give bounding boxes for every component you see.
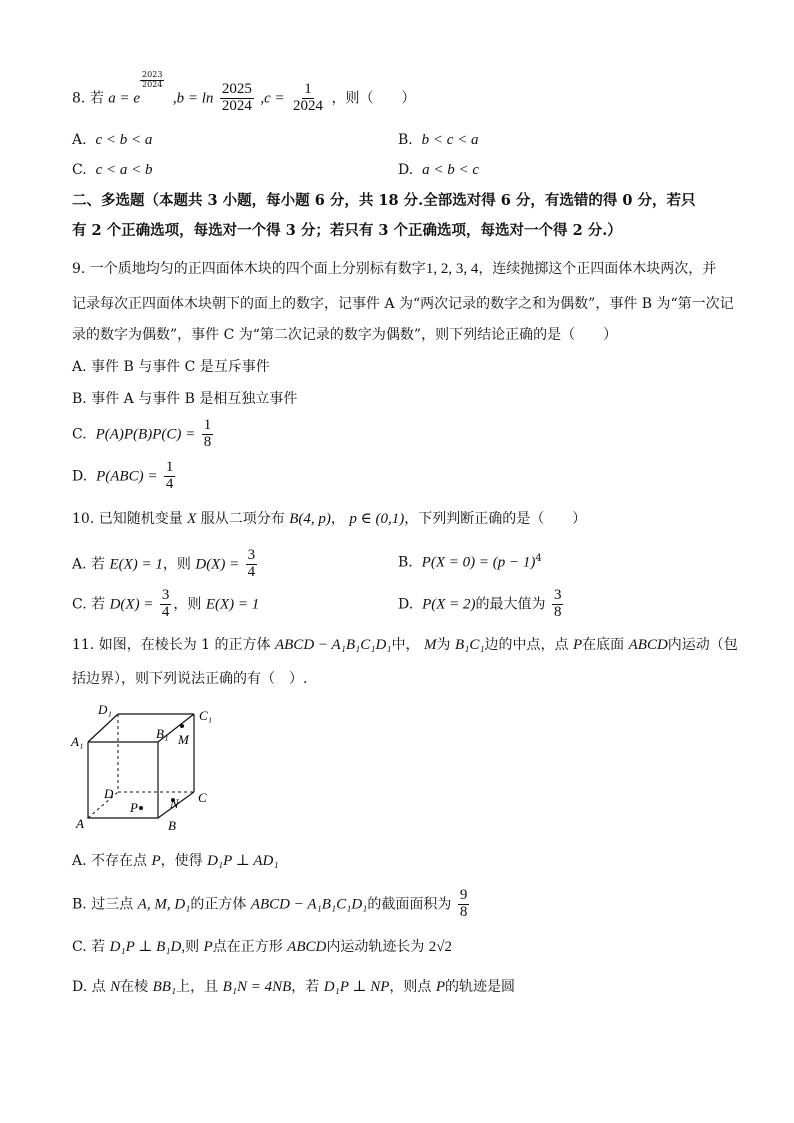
q10-option-a[interactable]: A. 若 E(X) = 1，则 D(X) = $\frac{3}{4}$: [72, 547, 256, 580]
point-p: [139, 806, 143, 810]
label-d1: D₁: [98, 702, 112, 717]
q9-stem-line3: 录的数字为偶数”，事件 C 为“第二次记录的数字为偶数”，则下列结论正确的是（ ）: [72, 327, 618, 343]
q9-option-d[interactable]: D. P(ABC) = $\frac{1}{4}$: [72, 459, 174, 492]
q9-option-b[interactable]: B. 事件 A 与事件 B 是相互独立事件: [72, 391, 298, 407]
label-m: M: [178, 732, 189, 747]
label-c1: C₁: [199, 708, 213, 723]
cube-hidden-edge: [88, 792, 118, 818]
q11-option-d[interactable]: D. 点 N在棱 BB₁上，且 B₁N = 4NB，若 D₁P ⊥ NP，则点 P的轨迹是圆: [72, 979, 516, 995]
q8-option-c[interactable]: C. c < a < b: [72, 162, 153, 178]
q10-option-b[interactable]: B. $P(X = 0) = (p - 1)^4$: [398, 553, 542, 571]
q10-option-d[interactable]: D. P(X = 2)的最大值为 $\frac{3}{8}$: [398, 587, 562, 620]
q8-option-a[interactable]: A. c < b < a: [72, 132, 153, 148]
label-c: C: [198, 790, 207, 805]
label-b: B: [168, 818, 176, 833]
label-a1: A₁: [71, 734, 84, 749]
q11-stem-line1: 11. 如图，在棱长为 1 的正方体 ABCD − A₁B₁C₁D₁中， M为 B₁C₁边的中点，点 P在底面 ABCD内运动（包: [72, 637, 738, 653]
label-n: N: [170, 796, 179, 811]
q9-stem-line2: 记录每次正四面体木块朝下的面上的数字，记事件 A 为“两次记录的数字之和为偶数”，事件 B 为“第一次记: [72, 296, 734, 312]
label-p: P: [130, 800, 138, 815]
q8-option-d[interactable]: D. a < b < c: [398, 162, 479, 178]
cube-edge: [88, 742, 158, 818]
cube-edge: [88, 714, 118, 742]
q11-option-b[interactable]: B. 过三点 A, M, D₁的正方体 ABCD − A₁B₁C₁D₁的截面面积为 $\frac{9}{8}$: [72, 887, 468, 920]
section2-heading-line1: 二、多选题（本题共 3 小题，每小题 6 分，共 18 分.全部选对得 6 分，有选错的得 0 分，若只: [72, 192, 696, 209]
label-a: A: [76, 816, 84, 831]
q9-option-a[interactable]: A. 事件 B 与事件 C 是互斥事件: [72, 359, 270, 375]
q8-stem: 8. 若 a = e $^{\frac{2023}{2024}}$ ,b = ln $\frac{2025}{2024}$ ,c = $\frac{1}{2024}$ ，则（ ）: [72, 70, 416, 114]
label-d: D: [104, 786, 114, 801]
q11-option-c[interactable]: C. 若 D₁P ⊥ B₁D,则 P点在正方形 ABCD内运动轨迹长为 2√2: [72, 939, 453, 955]
q11-option-a[interactable]: A. 不存在点 P，使得 D₁P ⊥ AD₁: [72, 853, 279, 869]
q10-stem: 10. 已知随机变量 X 服从二项分布 B(4, p)， p ∈ (0,1)，下列判断正确的是（ ）: [72, 511, 587, 527]
q8-number: 8.: [72, 90, 86, 107]
cube-diagram: [68, 700, 228, 840]
q11-stem-line2: 括边界），则下列说法正确的有（ ）.: [72, 671, 308, 687]
point-m: [180, 724, 184, 728]
label-b1: B₁: [156, 726, 169, 741]
q10-option-c[interactable]: C. 若 D(X) = $\frac{3}{4}$ ，则 E(X) = 1: [72, 587, 260, 620]
q9-stem-line1: 9. 一个质地均匀的正四面体木块的四个面上分别标有数字1, 2, 3, 4，连续抛掷这个正四面体木块两次，并: [72, 261, 717, 277]
q9-option-c[interactable]: C. P(A)P(B)P(C) = $\frac{1}{8}$: [72, 417, 212, 450]
section2-heading-line2: 有 2 个正确选项，每选对一个得 3 分；若只有 3 个正确选项，每选对一个得 2 分.）: [72, 222, 622, 239]
q8-option-b[interactable]: B. b < c < a: [398, 132, 479, 148]
